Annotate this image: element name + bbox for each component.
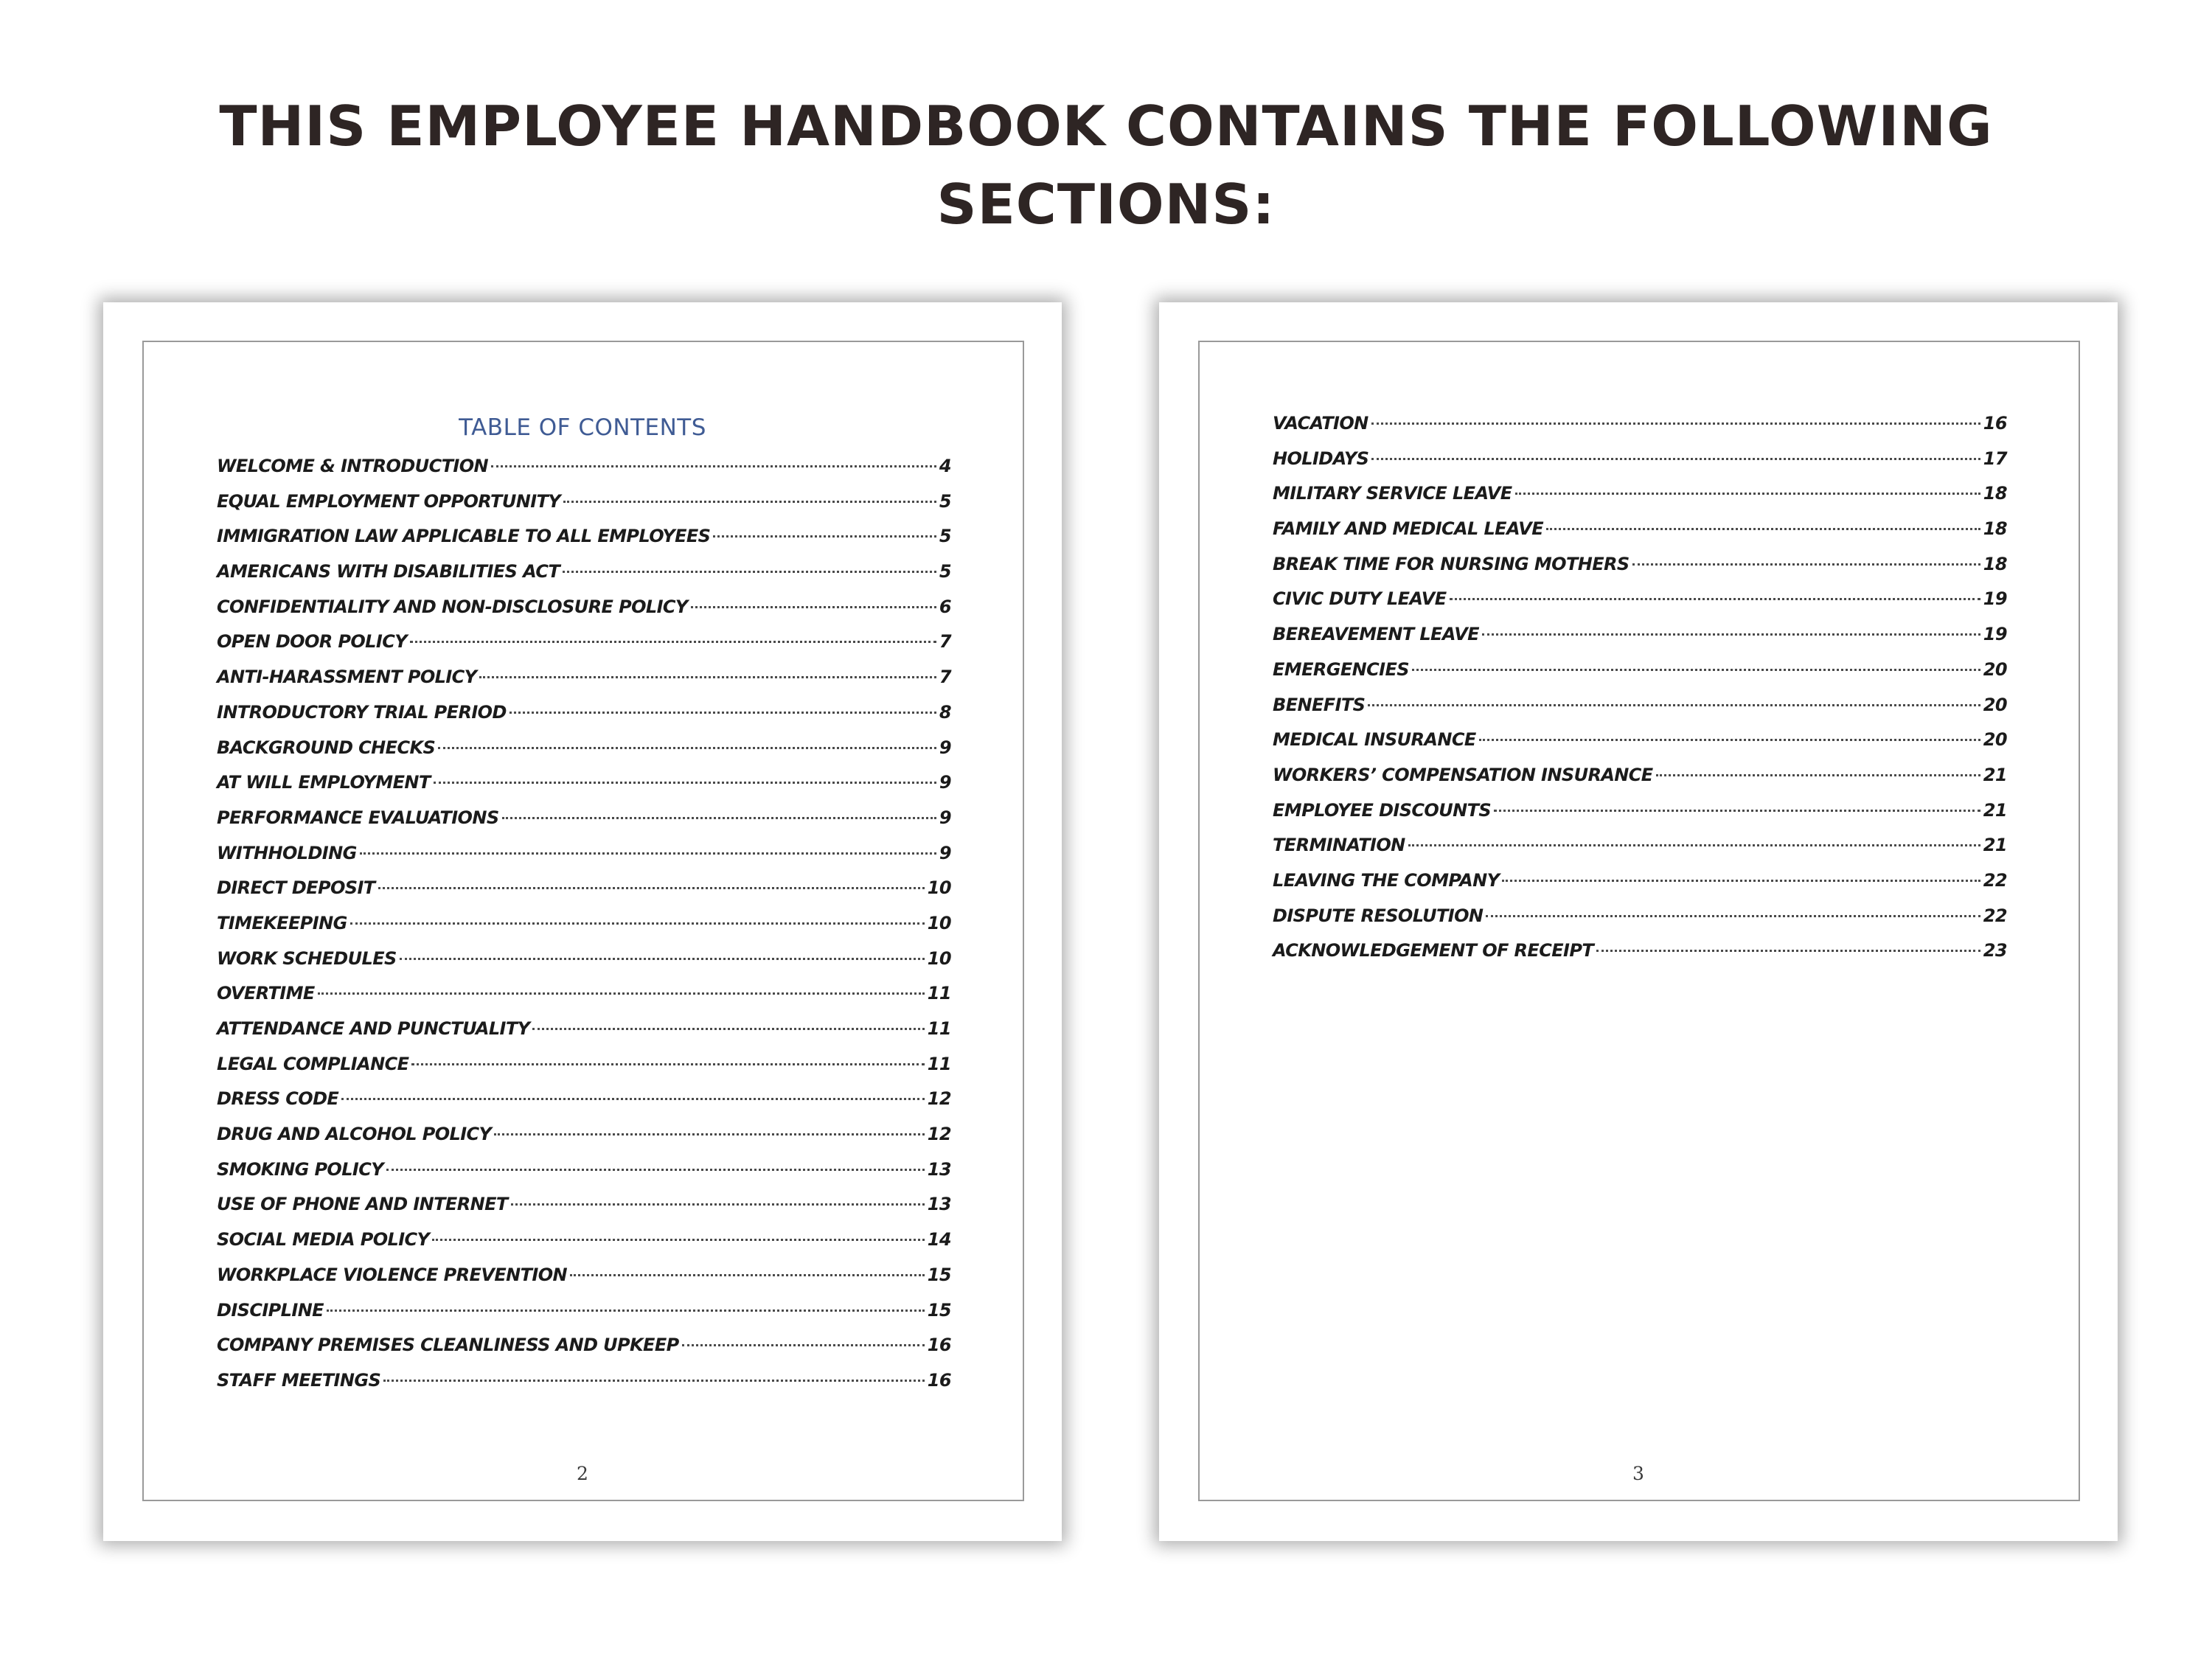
toc-entry-label: EMPLOYEE DISCOUNTS <box>1273 799 1492 821</box>
toc-dot-leader <box>434 782 936 784</box>
toc-entry-label: LEGAL COMPLIANCE <box>217 1053 409 1074</box>
toc-dot-leader <box>438 747 936 749</box>
toc-entry-label: CONFIDENTIALITY AND NON-DISCLOSURE POLICY <box>217 596 688 617</box>
toc-entry-page-number: 10 <box>927 947 951 969</box>
handbook-page-3 <box>1159 302 2118 1541</box>
toc-dot-leader <box>1494 810 1980 812</box>
toc-dot-leader <box>1482 633 1980 636</box>
toc-entry <box>1273 624 2007 659</box>
toc-entry-label: WORKPLACE VIOLENCE PREVENTION <box>217 1264 567 1285</box>
toc-entry <box>217 948 951 984</box>
toc-entry <box>217 491 951 526</box>
toc-entry-page-number: 13 <box>927 1194 951 1215</box>
toc-entry <box>217 597 951 632</box>
toc-entry-label: OPEN DOOR POLICY <box>217 631 407 653</box>
toc-entry-page-number: 9 <box>939 807 951 828</box>
toc-entry-label: WORK SCHEDULES <box>217 947 397 969</box>
toc-entry <box>217 1018 951 1054</box>
toc-entry-page-number: 15 <box>927 1264 951 1285</box>
toc-entry-page-number: 20 <box>1983 658 2007 680</box>
toc-entry-label: DRUG AND ALCOHOL POLICY <box>217 1124 492 1145</box>
toc-entry <box>217 631 951 667</box>
toc-entry-page-number: 15 <box>927 1299 951 1321</box>
toc-dot-leader <box>1368 704 1980 706</box>
toc-entry <box>217 526 951 561</box>
toc-entry <box>217 983 951 1018</box>
toc-entry <box>217 1088 951 1124</box>
toc-entry-label: WELCOME & INTRODUCTION <box>217 456 488 476</box>
toc-entry <box>217 667 951 702</box>
toc-entry-label: ACKNOWLEDGEMENT OF RECEIPT <box>1273 940 1594 961</box>
toc-dot-leader <box>341 1098 925 1100</box>
toc-entry <box>1273 905 2007 941</box>
toc-entry-page-number: 19 <box>1983 588 2007 610</box>
toc-entry-label: BEREAVEMENT LEAVE <box>1273 624 1479 645</box>
toc-entry-label: MILITARY SERVICE LEAVE <box>1273 483 1512 504</box>
toc-entry-page-number: 9 <box>939 842 951 863</box>
toc-entry-label: ANTI-HARASSMENT POLICY <box>217 667 477 688</box>
toc-entry-page-number: 18 <box>1983 483 2007 504</box>
toc-list <box>217 456 951 1405</box>
toc-entry-page-number: 7 <box>939 667 951 688</box>
toc-entry-page-number: 12 <box>927 1124 951 1145</box>
toc-entry-label: COMPANY PREMISES CLEANLINESS AND UPKEEP <box>217 1335 679 1356</box>
toc-dot-leader <box>502 817 936 819</box>
toc-entry-label: DISCIPLINE <box>217 1299 324 1321</box>
toc-dot-leader <box>360 852 936 855</box>
toc-dot-leader <box>1656 774 1980 776</box>
toc-entry <box>217 1194 951 1229</box>
toc-entry-label: MEDICAL INSURANCE <box>1273 729 1476 751</box>
toc-entry <box>217 1229 951 1265</box>
toc-entry <box>1273 413 2007 448</box>
toc-dot-leader <box>411 1063 924 1065</box>
toc-entry <box>217 807 951 843</box>
toc-dot-leader <box>1515 493 1980 495</box>
toc-entry-label: BENEFITS <box>1273 694 1366 715</box>
toc-dot-leader <box>1596 950 1980 952</box>
toc-list <box>1273 413 2007 975</box>
toc-entry-page-number: 21 <box>1983 835 2007 856</box>
toc-entry-label: EQUAL EMPLOYMENT OPPORTUNITY <box>217 490 561 512</box>
toc-entry-page-number: 10 <box>927 912 951 933</box>
toc-entry-page-number: 8 <box>939 701 951 723</box>
toc-dot-leader <box>1546 528 1980 530</box>
toc-dot-leader <box>400 958 925 960</box>
toc-entry-label: WITHHOLDING <box>217 842 357 863</box>
toc-entry <box>1273 518 2007 554</box>
toc-entry-page-number: 5 <box>939 490 951 512</box>
toc-entry-page-number: 13 <box>927 1158 951 1180</box>
toc-entry <box>1273 800 2007 835</box>
toc-entry-label: DISPUTE RESOLUTION <box>1273 905 1484 926</box>
toc-dot-leader <box>532 1028 924 1030</box>
toc-entry-label: USE OF PHONE AND INTERNET <box>217 1194 508 1215</box>
toc-entry-page-number: 16 <box>927 1335 951 1356</box>
toc-entry <box>1273 940 2007 975</box>
toc-entry-label: AMERICANS WITH DISABILITIES ACT <box>217 561 560 582</box>
toc-entry-page-number: 18 <box>1983 518 2007 540</box>
toc-entry-page-number: 16 <box>927 1369 951 1391</box>
toc-dot-leader <box>494 1133 924 1135</box>
toc-dot-leader <box>410 641 936 643</box>
toc-dot-leader <box>563 571 936 573</box>
toc-dot-leader <box>1450 598 1980 600</box>
toc-entry-label: DIRECT DEPOSIT <box>217 877 375 899</box>
toc-entry <box>217 1159 951 1194</box>
toc-dot-leader <box>1486 915 1980 917</box>
toc-entry-page-number: 19 <box>1983 624 2007 645</box>
toc-entry <box>1273 659 2007 695</box>
toc-entry <box>217 772 951 807</box>
toc-entry <box>217 702 951 737</box>
toc-dot-leader <box>1371 458 1980 460</box>
page-number: 2 <box>577 1463 588 1484</box>
toc-entry-page-number: 5 <box>939 561 951 582</box>
toc-dot-leader <box>383 1380 925 1382</box>
toc-dot-leader <box>378 887 925 889</box>
toc-entry <box>1273 483 2007 518</box>
toc-entry <box>1273 554 2007 589</box>
headline-line-1: THIS EMPLOYEE HANDBOOK CONTAINS THE FOLLOWING <box>219 94 1993 159</box>
toc-entry-label: HOLIDAYS <box>1273 448 1369 469</box>
toc-dot-leader <box>1412 669 1980 671</box>
toc-title: TABLE OF CONTENTS <box>459 414 706 441</box>
toc-entry <box>217 1265 951 1300</box>
toc-entry-label: PERFORMANCE EVALUATIONS <box>217 807 499 828</box>
toc-entry-page-number: 5 <box>939 526 951 547</box>
toc-entry <box>217 456 951 491</box>
toc-entry-page-number: 11 <box>927 1018 951 1039</box>
toc-entry <box>1273 729 2007 765</box>
toc-dot-leader <box>563 501 936 503</box>
toc-entry-label: SMOKING POLICY <box>217 1158 384 1180</box>
toc-entry-page-number: 23 <box>1983 940 2007 961</box>
toc-entry-page-number: 20 <box>1983 729 2007 751</box>
toc-entry <box>217 737 951 773</box>
toc-entry-page-number: 14 <box>927 1229 951 1251</box>
toc-entry-page-number: 12 <box>927 1088 951 1110</box>
toc-entry-label: AT WILL EMPLOYMENT <box>217 772 431 793</box>
toc-entry-page-number: 9 <box>939 772 951 793</box>
toc-dot-leader <box>682 1344 925 1346</box>
toc-dot-leader <box>327 1310 925 1312</box>
toc-entry <box>217 1335 951 1370</box>
toc-entry-page-number: 20 <box>1983 694 2007 715</box>
toc-entry-label: TERMINATION <box>1273 835 1405 856</box>
toc-entry <box>217 913 951 948</box>
toc-dot-leader <box>691 606 936 608</box>
toc-entry-label: TIMEKEEPING <box>217 912 347 933</box>
toc-dot-leader <box>479 676 936 678</box>
handbook-page-2 <box>103 302 1062 1541</box>
toc-entry <box>217 1054 951 1089</box>
toc-entry-page-number: 21 <box>1983 799 2007 821</box>
page-headline <box>0 87 2212 243</box>
toc-entry-page-number: 22 <box>1983 905 2007 926</box>
toc-dot-leader <box>350 922 925 925</box>
toc-dot-leader <box>570 1274 925 1276</box>
toc-entry <box>1273 835 2007 870</box>
toc-entry-label: IMMIGRATION LAW APPLICABLE TO ALL EMPLOYEES <box>217 526 711 547</box>
toc-dot-leader <box>491 465 936 467</box>
toc-entry-page-number: 7 <box>939 631 951 653</box>
toc-dot-leader <box>511 1203 925 1206</box>
headline-line-2: SECTIONS: <box>936 172 1276 237</box>
toc-entry-page-number: 11 <box>927 1053 951 1074</box>
toc-entry <box>1273 448 2007 484</box>
toc-entry-page-number: 9 <box>939 737 951 758</box>
toc-entry-label: SOCIAL MEDIA POLICY <box>217 1229 430 1251</box>
toc-entry <box>1273 695 2007 730</box>
toc-entry-label: EMERGENCIES <box>1273 658 1409 680</box>
toc-entry-label: ATTENDANCE AND PUNCTUALITY <box>217 1018 530 1039</box>
toc-entry <box>217 561 951 597</box>
toc-entry-label: LEAVING THE COMPANY <box>1273 869 1500 891</box>
toc-entry-label: BREAK TIME FOR NURSING MOTHERS <box>1273 553 1630 574</box>
toc-entry <box>217 877 951 913</box>
toc-entry-label: VACATION <box>1273 413 1368 434</box>
toc-dot-leader <box>318 992 925 995</box>
page-number: 3 <box>1632 1463 1644 1484</box>
toc-entry <box>1273 765 2007 800</box>
toc-entry-page-number: 22 <box>1983 869 2007 891</box>
toc-entry-page-number: 4 <box>939 456 951 476</box>
toc-entry-page-number: 17 <box>1983 448 2007 469</box>
toc-dot-leader <box>713 535 936 538</box>
toc-entry <box>217 1370 951 1405</box>
toc-dot-leader <box>1479 739 1980 741</box>
toc-entry <box>217 1124 951 1159</box>
toc-dot-leader <box>1371 422 1980 425</box>
toc-dot-leader <box>386 1169 925 1171</box>
toc-entry <box>217 843 951 878</box>
toc-entry-label: INTRODUCTORY TRIAL PERIOD <box>217 701 507 723</box>
toc-entry-page-number: 11 <box>927 983 951 1004</box>
toc-entry-page-number: 16 <box>1983 413 2007 434</box>
toc-entry-label: STAFF MEETINGS <box>217 1369 381 1391</box>
toc-entry <box>1273 588 2007 624</box>
toc-entry-label: BACKGROUND CHECKS <box>217 737 436 758</box>
toc-entry-label: FAMILY AND MEDICAL LEAVE <box>1273 518 1544 540</box>
toc-dot-leader <box>509 712 936 714</box>
toc-entry-label: CIVIC DUTY LEAVE <box>1273 588 1447 610</box>
toc-entry <box>217 1300 951 1335</box>
toc-entry-label: WORKERS’ COMPENSATION INSURANCE <box>1273 764 1653 785</box>
toc-entry-page-number: 6 <box>939 596 951 617</box>
toc-entry-page-number: 10 <box>927 877 951 899</box>
toc-entry-page-number: 21 <box>1983 764 2007 785</box>
toc-dot-leader <box>1408 844 1980 846</box>
toc-entry-page-number: 18 <box>1983 553 2007 574</box>
toc-dot-leader <box>1632 563 1980 566</box>
toc-entry-label: OVERTIME <box>217 983 315 1004</box>
toc-entry-label: DRESS CODE <box>217 1088 339 1110</box>
toc-entry <box>1273 870 2007 905</box>
toc-dot-leader <box>1502 880 1980 882</box>
toc-dot-leader <box>432 1239 924 1241</box>
